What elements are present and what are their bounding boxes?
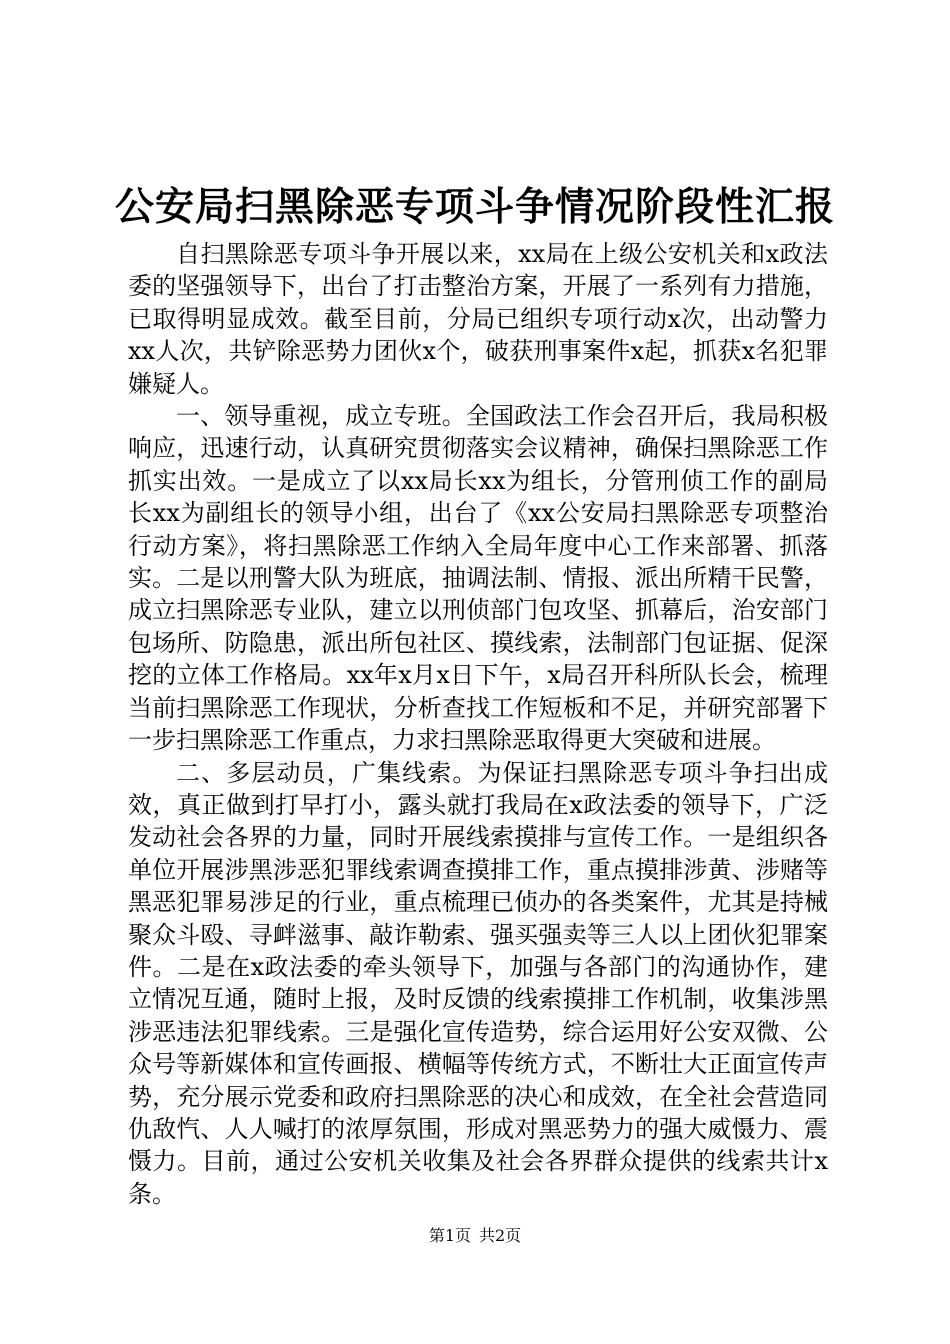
paragraph-section-1: 一、领导重视，成立专班。全国政法工作会召开后，我局积极响应，迅速行动，认真研究贯彻落实会议精神，确保扫黑除恶工作抓实出效。一是成立了以xx局长xx为组长，分管刑侦工作的副局长xx为副组长的领导小组，出台了《xx公安局扫黑除恶专项整治行动方案》，将扫黑除恶工作纳入全局年度中心工作来部署、抓落实。二是以刑警大队为班底，抽调法制、情报、派出所精干民警，成立扫黑除恶专业队，建立以刑侦部门包攻坚、抓幕后，治安部门包场所、防隐患，派出所包社区、摸线索，法制部门包证据、促深挖的立体工作格局。xx年x月x日下午，x局召开科所队长会，梳理当前扫黑除恶工作现状，分析查找工作短板和不足，并研究部署下一步扫黑除恶工作重点，力求扫黑除恶取得更大突破和进展。 (128, 402, 828, 755)
paragraph-section-2: 二、多层动员，广集线索。为保证扫黑除恶专项斗争扫出成效，真正做到打早打小，露头就打我局在x政法委的领导下，广泛发动社会各界的力量，同时开展线索摸排与宣传工作。一是组织各单位开展涉黑涉恶犯罪线索调查摸排工作，重点摸排涉黄、涉赌等黑恶犯罪易涉足的行业，重点梳理已侦办的各类案件，尤其是持械聚众斗殴、寻衅滋事、敲诈勒索、强买强卖等三人以上团伙犯罪案件。二是在x政法委的牵头领导下，加强与各部门的沟通协作，建立情况互通，随时上报，及时反馈的线索摸排工作机制，收集涉黑涉恶违法犯罪线索。三是强化宣传造势，综合运用好公安双微、公众号等新媒体和宣传画报、横幅等传统方式，不断壮大正面宣传声势，充分展示党委和政府扫黑除恶的决心和成效，在全社会营造同仇敌忾、人人喊打的浓厚氛围，形成对黑恶势力的强大威慑力、震慑力。目前，通过公安机关收集及社会各界群众提供的线索共计x条。 (128, 758, 828, 1208)
page-footer (0, 1226, 950, 1246)
page-number: 第1页 (428, 1226, 471, 1245)
paragraph-intro: 自扫黑除恶专项斗争开展以来，xx局在上级公安机关和x政法委的坚强领导下，出台了打击整治方案，开展了一系列有力措施，已取得明显成效。截至目前，分局已组织专项行动x次，出动警力xx人次，共铲除恶势力团伙x个，破获刑事案件x起，抓获x名犯罪嫌疑人。 (128, 240, 828, 398)
document-body (128, 238, 828, 1210)
document-title: 公安局扫黑除恶专项斗争情况阶段性汇报 (114, 184, 835, 230)
page-total: 共2页 (479, 1226, 522, 1245)
